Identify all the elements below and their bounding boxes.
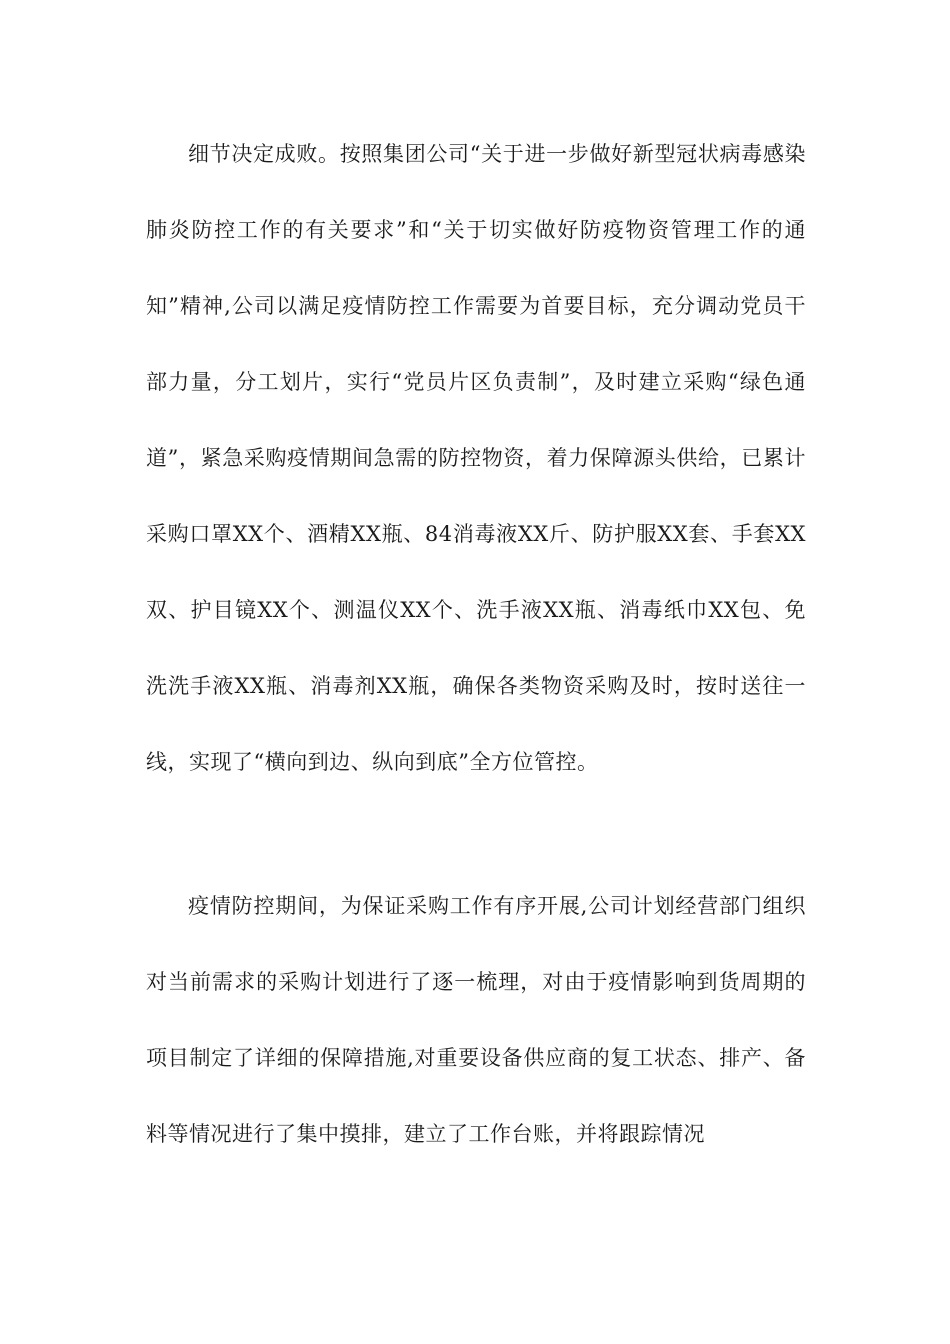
- paragraph-procurement-planning: 疫情防控期间，为保证采购工作有序开展,公司计划经营部门组织对当前需求的采购计划进行了逐一梳理，对由于疫情影响到货周期的项目制定了详细的保障措施,对重要设备供应商的复工状态、排产、备料等情况进行了集中摸排，建立了工作台账，并将跟踪情况: [146, 894, 806, 1146]
- paragraph-material-procurement: 细节决定成败。按照集团公司“关于进一步做好新型冠状病毒感染肺炎防控工作的有关要求”和“关于切实做好防疫物资管理工作的通知”精神,公司以满足疫情防控工作需要为首要目标，充分调动党员干部力量，分工划片，实行“党员片区负责制”，及时建立采购“绿色通道”，紧急采购疫情期间急需的防控物资，着力保障源头供给，已累计采购口罩XX个、酒精XX瓶、84消毒液XX斤、防护服XX套、手套XX双、护目镜XX个、测温仪XX个、洗手液XX瓶、消毒纸巾XX包、免洗洗手液XX瓶、消毒剂XX瓶，确保各类物资采购及时，按时送往一线，实现了“横向到边、纵向到底”全方位管控。: [146, 142, 806, 774]
